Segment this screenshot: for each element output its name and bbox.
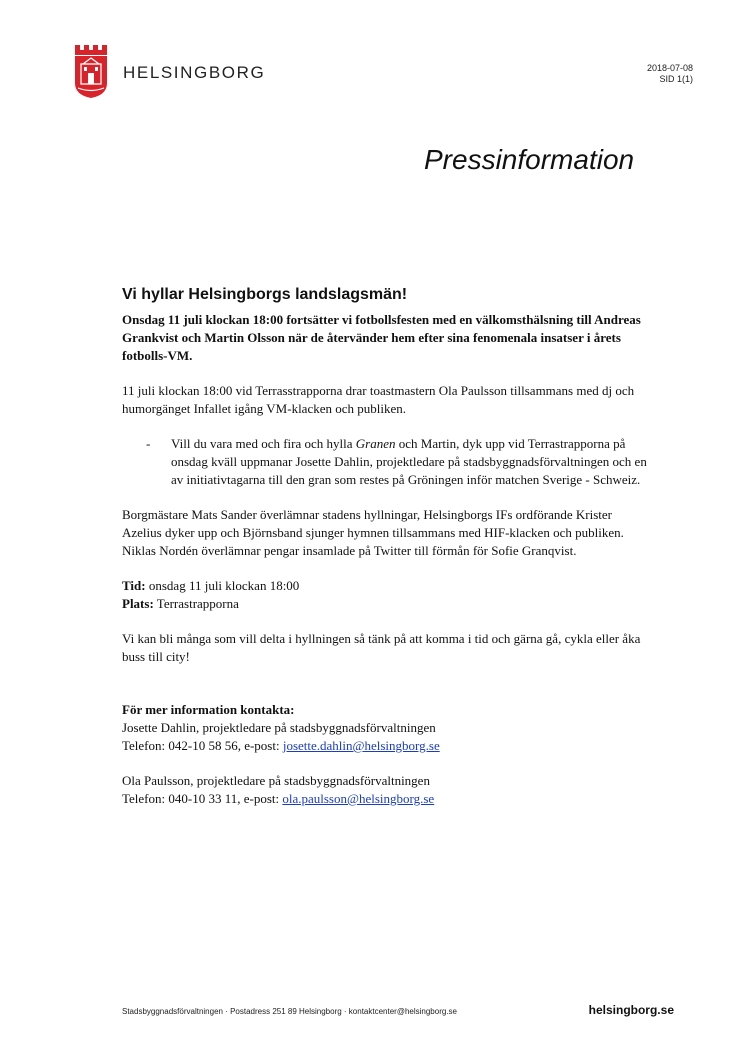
- bullet-text-start: Vill du vara med och fira och hylla: [171, 436, 356, 451]
- contact-heading-text: För mer information kontakta:: [122, 702, 295, 717]
- contact-2-email-link[interactable]: ola.paulsson@helsingborg.se: [282, 791, 435, 806]
- document-meta: [647, 63, 693, 85]
- footer-website: helsingborg.se: [588, 1003, 674, 1017]
- footer-address: Stadsbyggnadsförvaltningen · Postadress 251 89 Helsingborg · kontaktcenter@helsingborg.se: [122, 1007, 457, 1016]
- contact-1-email-link[interactable]: josette.dahlin@helsingborg.se: [282, 738, 440, 753]
- lead-paragraph: Onsdag 11 juli klockan 18:00 fortsätter vi fotbollsfesten med en välkomsthälsning till Andreas Grankvist och Martin Olsson när de återvänder hem efter sina fenomenala insatser i årets fotbolls-VM.: [122, 312, 641, 363]
- bullet-dash: -: [146, 436, 151, 451]
- place-line: [122, 595, 648, 613]
- bullet-text-italic: Granen: [355, 436, 396, 451]
- document-type-title: Pressinformation: [424, 144, 635, 175]
- time-line: [122, 577, 648, 595]
- contact-2-name: Ola Paulsson, projektledare på stadsbyggnadsförvaltningen: [122, 773, 430, 788]
- time-value: onsdag 11 juli klockan 18:00: [145, 578, 300, 593]
- time-label: Tid:: [122, 578, 146, 593]
- page-number: SID 1(1): [659, 74, 693, 84]
- brand-wordmark: HELSINGBORG: [123, 63, 266, 82]
- place-value: Terrastrapporna: [153, 596, 239, 611]
- helsingborg-crest-icon: [74, 43, 108, 99]
- contact-2-phone-text: Telefon: 040-10 33 11, e-post:: [122, 791, 283, 806]
- contact-2-phone: [122, 790, 648, 808]
- contact-1-name: Josette Dahlin, projektledare på stadsbyggnadsförvaltningen: [122, 720, 436, 735]
- contact-1-phone: [122, 737, 648, 755]
- paragraph-program: Borgmästare Mats Sander överlämnar stadens hyllningar, Helsingborgs IFs ordförande Krister Azelius dyker upp och Björnsband sjunger hymnen tillsammans med HIF-klacken och publiken. Niklas Nordén överlämnar pengar insamlade på Twitter till förmån för Sofie Granqvist.: [122, 507, 624, 558]
- quote-bullet: [122, 435, 648, 489]
- paragraph-event: 11 juli klockan 18:00 vid Terrasstrapporna drar toastmastern Ola Paulsson tillsammans med dj och humorgänget Infallet igång VM-klacken och publiken.: [122, 383, 635, 416]
- bullet-text-end: och Martin, dyk upp vid Terrastrapporna på onsdag kväll uppmanar Josette Dahlin, projektledare på stadsbyggnadsförvaltningen och en av initiativtagarna till den gran som restes på Gröningen inför matchen Sverige - Schweiz.: [171, 436, 647, 487]
- contact-heading: [122, 701, 648, 719]
- headline: Vi hyllar Helsingborgs landslagsmän!: [122, 286, 408, 303]
- press-release-body: [122, 286, 648, 808]
- document-date: 2018-07-08: [646, 63, 693, 73]
- contact-1-phone-text: Telefon: 042-10 58 56, e-post:: [122, 738, 283, 753]
- place-label: Plats:: [122, 596, 154, 611]
- paragraph-invite: Vi kan bli många som vill delta i hyllningen så tänk på att komma i tid och gärna gå, cykla eller åka buss till city!: [122, 631, 641, 664]
